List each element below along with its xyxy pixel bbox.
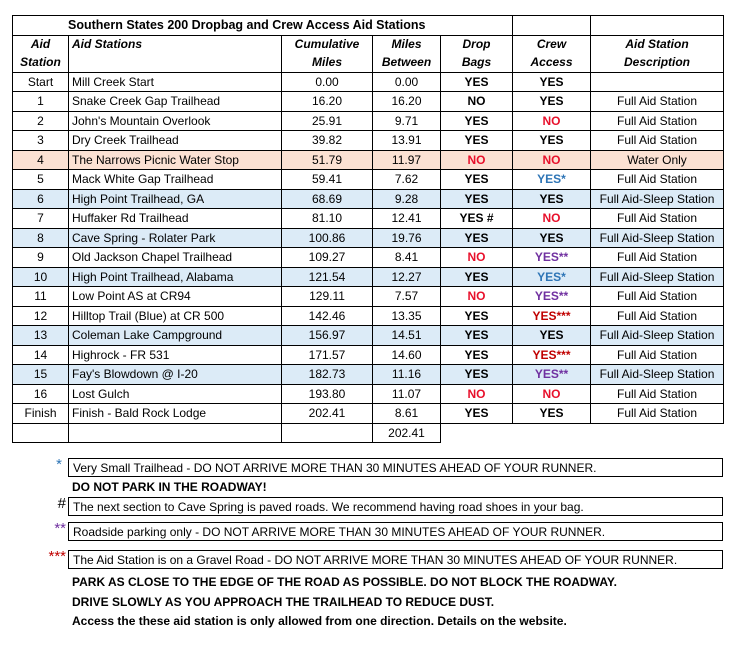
miles-between: 11.16 xyxy=(373,365,441,385)
cumulative-miles: 171.57 xyxy=(282,345,373,365)
single-star-symbol: * xyxy=(56,456,62,473)
drive-slow-note: DRIVE SLOWLY AS YOU APPROACH THE TRAILHEAD TO REDUCE DUST. xyxy=(72,595,495,609)
crew-access: YES xyxy=(513,404,591,424)
drop-bags: NO xyxy=(441,248,513,268)
station-number: 9 xyxy=(13,248,69,268)
drop-bags: NO xyxy=(441,92,513,112)
cumulative-miles: 202.41 xyxy=(282,404,373,424)
cumulative-miles: 51.79 xyxy=(282,150,373,170)
drop-bags: NO xyxy=(441,150,513,170)
station-number: 16 xyxy=(13,384,69,404)
station-name: Cave Spring - Rolater Park xyxy=(69,228,282,248)
cumulative-miles: 129.11 xyxy=(282,287,373,307)
header-station: Station xyxy=(13,54,69,73)
station-name: Coleman Lake Campground xyxy=(69,326,282,346)
total-blank xyxy=(441,423,513,443)
table-row xyxy=(13,306,724,326)
total-row xyxy=(13,423,724,443)
station-name: Finish - Bald Rock Lodge xyxy=(69,404,282,424)
miles-between: 14.60 xyxy=(373,345,441,365)
station-name: Huffaker Rd Trailhead xyxy=(69,209,282,229)
header-description: Description xyxy=(591,54,724,73)
station-name: Mill Creek Start xyxy=(69,72,282,92)
header-aid-stations: Aid Stations xyxy=(69,35,282,54)
table-body xyxy=(13,16,724,443)
miles-between: 7.57 xyxy=(373,287,441,307)
station-description: Full Aid-Sleep Station xyxy=(591,326,724,346)
header-bags: Bags xyxy=(441,54,513,73)
cumulative-miles: 16.20 xyxy=(282,92,373,112)
miles-between: 19.76 xyxy=(373,228,441,248)
miles-between: 16.20 xyxy=(373,92,441,112)
station-number: Finish xyxy=(13,404,69,424)
miles-between: 11.97 xyxy=(373,150,441,170)
drop-bags: YES xyxy=(441,326,513,346)
crew-access: YES** xyxy=(513,287,591,307)
hash-symbol: # xyxy=(57,495,66,512)
station-description: Full Aid-Sleep Station xyxy=(591,189,724,209)
total-miles-between: 202.41 xyxy=(373,423,441,443)
crew-access: NO xyxy=(513,209,591,229)
miles-between: 7.62 xyxy=(373,170,441,190)
drop-bags: YES xyxy=(441,189,513,209)
station-name: The Narrows Picnic Water Stop xyxy=(69,150,282,170)
station-description: Water Only xyxy=(591,150,724,170)
miles-between: 9.71 xyxy=(373,111,441,131)
table-row xyxy=(13,267,724,287)
miles-between: 8.61 xyxy=(373,404,441,424)
table-row xyxy=(13,326,724,346)
station-number: Start xyxy=(13,72,69,92)
station-name: Old Jackson Chapel Trailhead xyxy=(69,248,282,268)
station-number: 11 xyxy=(13,287,69,307)
crew-access: NO xyxy=(513,111,591,131)
miles-between: 0.00 xyxy=(373,72,441,92)
header-cumulative: Cumulative xyxy=(282,35,373,54)
station-number: 13 xyxy=(13,326,69,346)
table-title: Southern States 200 Dropbag and Crew Access Aid Stations xyxy=(13,16,513,36)
drop-bags: YES # xyxy=(441,209,513,229)
table-row xyxy=(13,384,724,404)
crew-access: YES*** xyxy=(513,306,591,326)
header-row-2 xyxy=(13,54,724,73)
station-number: 4 xyxy=(13,150,69,170)
station-name: Low Point AS at CR94 xyxy=(69,287,282,307)
drop-bags: YES xyxy=(441,404,513,424)
table-row xyxy=(13,72,724,92)
station-number: 2 xyxy=(13,111,69,131)
cumulative-miles: 109.27 xyxy=(282,248,373,268)
header-blank xyxy=(69,54,282,73)
station-name: Hilltop Trail (Blue) at CR 500 xyxy=(69,306,282,326)
drop-bags: YES xyxy=(441,267,513,287)
station-name: High Point Trailhead, Alabama xyxy=(69,267,282,287)
station-description: Full Aid Station xyxy=(591,404,724,424)
header-aid: Aid xyxy=(13,35,69,54)
title-spacer xyxy=(591,16,724,36)
total-blank xyxy=(282,423,373,443)
miles-between: 8.41 xyxy=(373,248,441,268)
double-star-symbol: ** xyxy=(54,520,66,537)
hash-note: The next section to Cave Spring is paved roads. We recommend having road shoes in your bag. xyxy=(68,497,723,516)
table-row xyxy=(13,365,724,385)
station-name: Mack White Gap Trailhead xyxy=(69,170,282,190)
cumulative-miles: 100.86 xyxy=(282,228,373,248)
station-number: 5 xyxy=(13,170,69,190)
station-number: 14 xyxy=(13,345,69,365)
cumulative-miles: 121.54 xyxy=(282,267,373,287)
cumulative-miles: 156.97 xyxy=(282,326,373,346)
table-row xyxy=(13,150,724,170)
crew-access: YES* xyxy=(513,267,591,287)
drop-bags: YES xyxy=(441,170,513,190)
station-description: Full Aid Station xyxy=(591,209,724,229)
station-number: 12 xyxy=(13,306,69,326)
station-description: Full Aid-Sleep Station xyxy=(591,267,724,287)
table-row xyxy=(13,209,724,229)
station-name: High Point Trailhead, GA xyxy=(69,189,282,209)
title-spacer xyxy=(513,16,591,36)
triple-star-note: The Aid Station is on a Gravel Road - DO NOT ARRIVE MORE THAN 30 MINUTES AHEAD OF YOUR RUNNER. xyxy=(68,550,723,569)
table-row xyxy=(13,92,724,112)
cumulative-miles: 39.82 xyxy=(282,131,373,151)
cumulative-miles: 81.10 xyxy=(282,209,373,229)
table-row xyxy=(13,404,724,424)
miles-between: 9.28 xyxy=(373,189,441,209)
crew-access: YES xyxy=(513,326,591,346)
drop-bags: YES xyxy=(441,131,513,151)
station-description xyxy=(591,72,724,92)
header-row-1 xyxy=(13,35,724,54)
drop-bags: YES xyxy=(441,111,513,131)
triple-star-symbol: *** xyxy=(48,548,66,565)
header-between: Between xyxy=(373,54,441,73)
table-row xyxy=(13,287,724,307)
crew-access: YES xyxy=(513,72,591,92)
header-access: Access xyxy=(513,54,591,73)
miles-between: 13.35 xyxy=(373,306,441,326)
drop-bags: YES xyxy=(441,365,513,385)
cumulative-miles: 25.91 xyxy=(282,111,373,131)
station-name: Highrock - FR 531 xyxy=(69,345,282,365)
station-description: Full Aid-Sleep Station xyxy=(591,228,724,248)
miles-between: 12.27 xyxy=(373,267,441,287)
total-blank xyxy=(13,423,69,443)
total-blank xyxy=(69,423,282,443)
total-blank xyxy=(513,423,591,443)
miles-between: 11.07 xyxy=(373,384,441,404)
crew-access: YES** xyxy=(513,365,591,385)
crew-access: YES xyxy=(513,92,591,112)
station-name: Dry Creek Trailhead xyxy=(69,131,282,151)
drop-bags: YES xyxy=(441,72,513,92)
station-description: Full Aid Station xyxy=(591,287,724,307)
station-description: Full Aid Station xyxy=(591,111,724,131)
header-aid-station: Aid Station xyxy=(591,35,724,54)
station-description: Full Aid Station xyxy=(591,345,724,365)
miles-between: 13.91 xyxy=(373,131,441,151)
crew-access: NO xyxy=(513,384,591,404)
station-description: Full Aid Station xyxy=(591,170,724,190)
table-row xyxy=(13,345,724,365)
access-note: Access the these aid station is only allowed from one direction. Details on the website. xyxy=(72,614,567,628)
station-number: 7 xyxy=(13,209,69,229)
cumulative-miles: 182.73 xyxy=(282,365,373,385)
crew-access: YES** xyxy=(513,248,591,268)
crew-access: YES*** xyxy=(513,345,591,365)
drop-bags: YES xyxy=(441,306,513,326)
station-name: Snake Creek Gap Trailhead xyxy=(69,92,282,112)
station-number: 3 xyxy=(13,131,69,151)
title-row xyxy=(13,16,724,36)
total-blank xyxy=(591,423,724,443)
single-star-note: Very Small Trailhead - DO NOT ARRIVE MORE THAN 30 MINUTES AHEAD OF YOUR RUNNER. xyxy=(68,458,723,477)
park-close-note: PARK AS CLOSE TO THE EDGE OF THE ROAD AS POSSIBLE. DO NOT BLOCK THE ROADWAY. xyxy=(72,575,617,589)
crew-access: YES xyxy=(513,131,591,151)
table-row xyxy=(13,189,724,209)
cumulative-miles: 59.41 xyxy=(282,170,373,190)
header-miles: Miles xyxy=(373,35,441,54)
cumulative-miles: 0.00 xyxy=(282,72,373,92)
station-number: 15 xyxy=(13,365,69,385)
miles-between: 14.51 xyxy=(373,326,441,346)
station-description: Full Aid Station xyxy=(591,384,724,404)
cumulative-miles: 142.46 xyxy=(282,306,373,326)
station-number: 8 xyxy=(13,228,69,248)
table-row xyxy=(13,248,724,268)
drop-bags: NO xyxy=(441,384,513,404)
crew-access: YES* xyxy=(513,170,591,190)
station-description: Full Aid Station xyxy=(591,248,724,268)
crew-access: YES xyxy=(513,228,591,248)
header-crew: Crew xyxy=(513,35,591,54)
header-drop: Drop xyxy=(441,35,513,54)
header-miles-cum: Miles xyxy=(282,54,373,73)
station-name: Fay's Blowdown @ I-20 xyxy=(69,365,282,385)
station-name: Lost Gulch xyxy=(69,384,282,404)
table-row xyxy=(13,170,724,190)
drop-bags: YES xyxy=(441,228,513,248)
station-name: John's Mountain Overlook xyxy=(69,111,282,131)
double-star-note: Roadside parking only - DO NOT ARRIVE MORE THAN 30 MINUTES AHEAD OF YOUR RUNNER. xyxy=(68,522,723,541)
no-park-note: DO NOT PARK IN THE ROADWAY! xyxy=(72,480,267,494)
station-description: Full Aid Station xyxy=(591,92,724,112)
station-description: Full Aid Station xyxy=(591,131,724,151)
cumulative-miles: 68.69 xyxy=(282,189,373,209)
station-description: Full Aid Station xyxy=(591,306,724,326)
cumulative-miles: 193.80 xyxy=(282,384,373,404)
table-row xyxy=(13,131,724,151)
aid-station-table xyxy=(12,15,724,443)
crew-access: YES xyxy=(513,189,591,209)
table-row xyxy=(13,111,724,131)
station-number: 10 xyxy=(13,267,69,287)
station-description: Full Aid-Sleep Station xyxy=(591,365,724,385)
miles-between: 12.41 xyxy=(373,209,441,229)
station-number: 6 xyxy=(13,189,69,209)
drop-bags: YES xyxy=(441,345,513,365)
table-row xyxy=(13,228,724,248)
drop-bags: NO xyxy=(441,287,513,307)
crew-access: NO xyxy=(513,150,591,170)
station-number: 1 xyxy=(13,92,69,112)
